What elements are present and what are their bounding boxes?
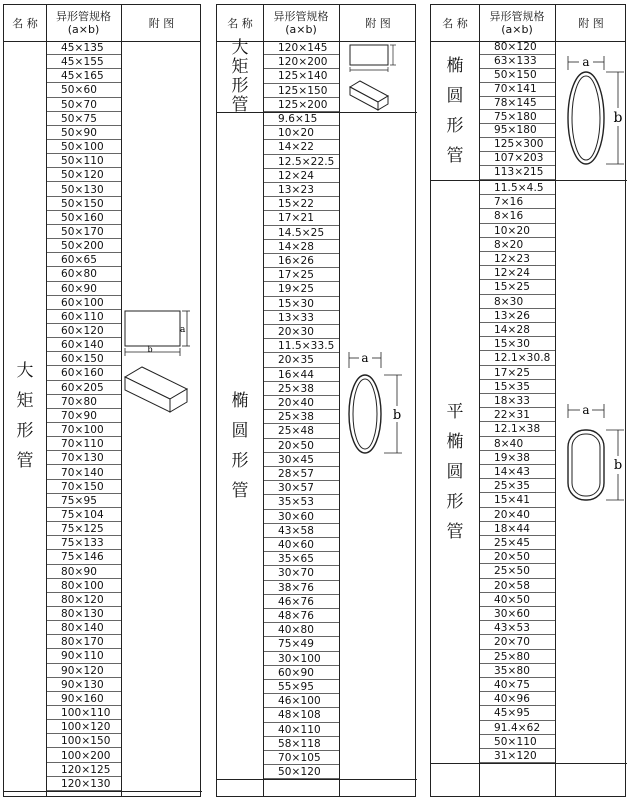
- size-cell: 20×40: [264, 396, 339, 410]
- size-cell: 14×28: [480, 323, 555, 337]
- header-spec-sub: (a×b): [285, 23, 317, 36]
- size-cell: 10×20: [264, 126, 339, 140]
- size-cell: 30×60: [264, 510, 339, 524]
- size-cell: 20×50: [480, 550, 555, 564]
- size-cell: 13×33: [264, 311, 339, 325]
- header-name: 名 称: [12, 16, 38, 30]
- size-cell: 40×50: [480, 593, 555, 607]
- size-cell: 50×120: [47, 168, 121, 182]
- size-cell: 125×200: [264, 98, 339, 112]
- size-cell: 19×25: [264, 282, 339, 296]
- header-figure: 附 图: [148, 16, 175, 30]
- size-cell: 50×160: [47, 211, 121, 225]
- size-cell: 70×130: [47, 451, 121, 465]
- size-cell: 11.5×4.5: [480, 181, 555, 195]
- size-cell: 17×21: [264, 211, 339, 225]
- size-cell: 30×70: [264, 566, 339, 580]
- size-cell: 60×100: [47, 296, 121, 310]
- header-figure: 附 图: [365, 16, 391, 30]
- size-cell: 50×110: [480, 735, 555, 749]
- size-cell: 28×57: [264, 467, 339, 481]
- size-cell: 43×53: [480, 621, 555, 635]
- size-cell: 40×110: [264, 723, 339, 737]
- size-cell: 14×43: [480, 465, 555, 479]
- size-cell: 50×170: [47, 225, 121, 239]
- size-cell: 11.5×33.5: [264, 339, 339, 353]
- size-cell: 12.1×38: [480, 422, 555, 436]
- size-cell: 120×130: [47, 777, 121, 791]
- size-cell: 50×150: [480, 69, 555, 83]
- size-cell: 8×30: [480, 295, 555, 309]
- size-cell: 60×150: [47, 352, 121, 366]
- group-name: 椭 圆 形 管: [231, 390, 249, 501]
- size-cell: 80×120: [480, 41, 555, 55]
- size-cell: 100×110: [47, 706, 121, 720]
- size-cell: 15×30: [264, 297, 339, 311]
- size-cell: 75×180: [480, 111, 555, 125]
- header-spec-sub: (a×b): [501, 23, 533, 36]
- group-name: 大 矩 形 管: [231, 37, 249, 115]
- figure-label-b: b: [613, 110, 623, 126]
- size-cell: 15×25: [480, 280, 555, 294]
- size-cell: 40×75: [480, 678, 555, 692]
- size-cell: 12.5×22.5: [264, 155, 339, 169]
- size-cell: 80×90: [47, 565, 121, 579]
- group-name: 大 矩 形 管: [16, 360, 34, 471]
- size-cell: 40×80: [264, 623, 339, 637]
- size-cell: 16×44: [264, 368, 339, 382]
- figure-label-b: b: [392, 408, 402, 423]
- size-cell: 12×23: [480, 252, 555, 266]
- large-oval-pipe-figure: [562, 50, 628, 180]
- size-cell: 80×170: [47, 635, 121, 649]
- size-cell: 107×203: [480, 152, 555, 166]
- size-cell: 78×145: [480, 97, 555, 111]
- size-cell: 30×60: [480, 607, 555, 621]
- size-cell: 63×133: [480, 55, 555, 69]
- size-cell: 13×26: [480, 309, 555, 323]
- size-cell: 20×30: [264, 325, 339, 339]
- size-cell: 70×140: [47, 466, 121, 480]
- size-cell: 14×28: [264, 240, 339, 254]
- table-header: [431, 5, 625, 42]
- size-cell: 15×41: [480, 493, 555, 507]
- group-name: 平 椭 圆 形 管: [446, 402, 464, 543]
- size-cell: 70×110: [47, 437, 121, 451]
- header-name: 名 称: [442, 16, 468, 30]
- size-cell: 75×104: [47, 508, 121, 522]
- size-cell: 17×25: [264, 268, 339, 282]
- size-cell: 50×110: [47, 154, 121, 168]
- size-cell: 30×45: [264, 453, 339, 467]
- figure-label-a: a: [582, 55, 590, 69]
- size-cell: 14.5×25: [264, 226, 339, 240]
- size-cell: 46×76: [264, 595, 339, 609]
- size-cell: 125×140: [264, 69, 339, 83]
- figure-label-b: b: [613, 458, 623, 473]
- size-cell: 30×100: [264, 652, 339, 666]
- header-spec: 异形管规格: [489, 10, 545, 23]
- size-cell: 80×140: [47, 621, 121, 635]
- size-cell: 20×40: [480, 508, 555, 522]
- size-cell: 8×16: [480, 209, 555, 223]
- size-cell: 14×22: [264, 140, 339, 154]
- column-divider: [339, 5, 340, 796]
- size-cell: 125×300: [480, 138, 555, 152]
- size-cell: 50×150: [47, 197, 121, 211]
- size-cell: 55×95: [264, 680, 339, 694]
- size-cell: 50×90: [47, 126, 121, 140]
- size-cell: 7×16: [480, 195, 555, 209]
- size-cell: 70×80: [47, 395, 121, 409]
- group-divider: [431, 763, 627, 764]
- size-cell: 45×135: [47, 41, 121, 55]
- size-cell: 50×75: [47, 112, 121, 126]
- size-cell: 25×35: [480, 479, 555, 493]
- table-header: [4, 5, 200, 42]
- size-cell: 95×180: [480, 124, 555, 138]
- header-name: 名 称: [227, 16, 253, 30]
- size-cell: 20×70: [480, 635, 555, 649]
- size-cell: 45×155: [47, 55, 121, 69]
- header-figure: 附 图: [578, 16, 604, 30]
- size-cell: 90×120: [47, 664, 121, 678]
- size-cell: 60×90: [47, 282, 121, 296]
- size-cell: 80×120: [47, 593, 121, 607]
- size-cell: 43×58: [264, 524, 339, 538]
- size-cell: 80×130: [47, 607, 121, 621]
- size-cell: 100×120: [47, 720, 121, 734]
- size-cell: 50×120: [264, 765, 339, 779]
- size-cell: 25×38: [264, 410, 339, 424]
- size-cell: 90×130: [47, 678, 121, 692]
- size-cell: 50×70: [47, 98, 121, 112]
- size-cell: 50×100: [47, 140, 121, 154]
- size-cell: 25×38: [264, 382, 339, 396]
- size-cell: 25×50: [480, 564, 555, 578]
- size-cell: 60×65: [47, 253, 121, 267]
- size-cell: 22×31: [480, 408, 555, 422]
- size-cell: 8×40: [480, 437, 555, 451]
- size-cell: 60×120: [47, 324, 121, 338]
- figure-label-b: b: [147, 345, 153, 354]
- size-cell: 125×150: [264, 84, 339, 98]
- size-cell: 70×150: [47, 480, 121, 494]
- size-cell: 60×80: [47, 267, 121, 281]
- size-cell: 45×165: [47, 69, 121, 83]
- size-cell: 13×23: [264, 183, 339, 197]
- size-cell: 75×146: [47, 550, 121, 564]
- header-spec: 异形管规格: [56, 10, 111, 23]
- size-cell: 60×90: [264, 666, 339, 680]
- size-cell: 75×133: [47, 536, 121, 550]
- size-cell: 15×35: [480, 380, 555, 394]
- size-cell: 12×24: [480, 266, 555, 280]
- size-cell: 90×110: [47, 649, 121, 663]
- size-cell: 12.1×30.8: [480, 351, 555, 365]
- size-cell: 18×44: [480, 522, 555, 536]
- size-cell: 90×160: [47, 692, 121, 706]
- size-cell: 19×38: [480, 451, 555, 465]
- size-cell: 46×100: [264, 694, 339, 708]
- size-cell: 25×80: [480, 650, 555, 664]
- size-cell: 15×22: [264, 197, 339, 211]
- size-cell: 100×200: [47, 749, 121, 763]
- rectangular-pipe-figure: [120, 305, 192, 415]
- size-cell: 91.4×62: [480, 721, 555, 735]
- size-cell: 120×125: [47, 763, 121, 777]
- oval-pipe-figure: [344, 344, 410, 466]
- figure-label-a: a: [582, 403, 590, 417]
- size-cell: 35×53: [264, 495, 339, 509]
- size-cell: 35×65: [264, 552, 339, 566]
- size-cell: 40×60: [264, 538, 339, 552]
- figure-label-a: a: [180, 325, 186, 335]
- size-cell: 38×76: [264, 581, 339, 595]
- size-cell: 75×95: [47, 494, 121, 508]
- size-cell: 25×48: [264, 424, 339, 438]
- size-cell: 17×25: [480, 366, 555, 380]
- size-cell: 50×130: [47, 183, 121, 197]
- size-cell: 113×215: [480, 166, 555, 180]
- size-cell: 15×30: [480, 337, 555, 351]
- size-cell: 80×100: [47, 579, 121, 593]
- size-cell: 48×108: [264, 708, 339, 722]
- size-cell: 20×50: [264, 439, 339, 453]
- column-divider: [555, 5, 556, 796]
- size-cell: 60×205: [47, 381, 121, 395]
- size-cell: 60×110: [47, 310, 121, 324]
- flat-oval-pipe-figure: [562, 400, 628, 512]
- size-cell: 75×49: [264, 637, 339, 651]
- size-cell: 70×105: [264, 751, 339, 765]
- size-cell: 50×60: [47, 83, 121, 97]
- size-cell: 9.6×15: [264, 112, 339, 126]
- size-cell: 75×125: [47, 522, 121, 536]
- size-cell: 35×80: [480, 664, 555, 678]
- size-cell: 60×160: [47, 366, 121, 380]
- size-cell: 20×35: [264, 353, 339, 367]
- size-cell: 48×76: [264, 609, 339, 623]
- header-spec: 异形管规格: [273, 10, 329, 23]
- size-cell: 16×26: [264, 254, 339, 268]
- size-cell: 45×95: [480, 706, 555, 720]
- size-cell: 70×100: [47, 423, 121, 437]
- size-cell: 20×58: [480, 579, 555, 593]
- size-cell: 120×200: [264, 55, 339, 69]
- size-cell: 31×120: [480, 749, 555, 763]
- size-cell: 40×96: [480, 692, 555, 706]
- size-cell: 58×118: [264, 737, 339, 751]
- size-cell: 50×200: [47, 239, 121, 253]
- size-cell: 25×45: [480, 536, 555, 550]
- size-cell: 70×141: [480, 83, 555, 97]
- size-cell: 10×20: [480, 224, 555, 238]
- size-cell: 12×24: [264, 169, 339, 183]
- size-cell: 100×150: [47, 734, 121, 748]
- size-cell: 30×57: [264, 481, 339, 495]
- small-rectangular-pipe-figure: [342, 40, 398, 112]
- group-divider: [4, 791, 202, 792]
- figure-label-a: a: [361, 351, 369, 365]
- size-cell: 120×145: [264, 41, 339, 55]
- size-cell: 70×90: [47, 409, 121, 423]
- size-cell: 18×33: [480, 394, 555, 408]
- size-cell: 8×20: [480, 238, 555, 252]
- group-name: 椭 圆 形 管: [446, 55, 464, 166]
- size-cell: 60×140: [47, 338, 121, 352]
- header-spec-sub: (a×b): [67, 23, 100, 36]
- group-divider: [217, 779, 417, 780]
- table-header: [217, 5, 415, 42]
